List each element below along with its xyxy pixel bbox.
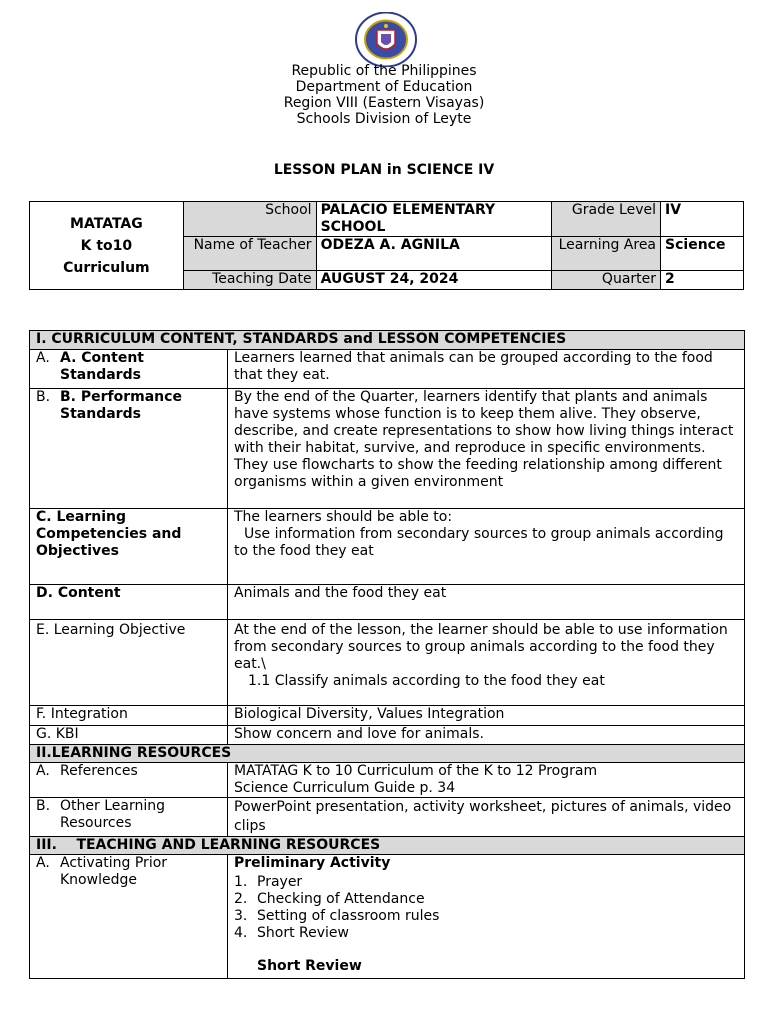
prelim-item-2-num: 2. (234, 891, 248, 907)
content-standards-label (30, 350, 228, 389)
objective-sub: 1.1 Classify animals according to the food they eat (248, 673, 605, 689)
content-label: D. Content (30, 585, 228, 620)
header-republic: Republic of the Philippines (291, 63, 477, 79)
prelim-item-4 (234, 925, 738, 942)
activating-cell (228, 855, 745, 979)
performance-standards-label (30, 389, 228, 509)
prelim-item-2 (234, 891, 738, 908)
competencies-cell (228, 509, 745, 585)
content-text: Animals and the food they eat (228, 585, 745, 620)
prelim-item-3 (234, 908, 738, 925)
teaching-date-label: Teaching Date (183, 271, 316, 290)
prelim-item-1-num: 1. (234, 874, 248, 890)
references-cell (228, 763, 745, 798)
grade-level-value: IV (661, 202, 744, 237)
competencies-intro: The learners should be able to: (234, 509, 453, 525)
prelim-item-1 (234, 874, 738, 891)
teaching-date-value: AUGUST 24, 2024 (316, 271, 552, 290)
other-resources-letter: B. (36, 798, 51, 814)
learning-area-label: Learning Area (552, 237, 661, 271)
preliminary-activity-heading: Preliminary Activity (234, 855, 391, 871)
references-letter: A. (36, 763, 50, 779)
prelim-item-2-text: Checking of Attendance (257, 891, 425, 907)
header-department: Department of Education (295, 79, 473, 95)
curriculum-line-3: Curriculum (63, 259, 150, 276)
references-line-1: MATATAG K to 10 Curriculum of the K to 12 Program (234, 763, 598, 779)
references-label-text: References (60, 763, 138, 779)
objective-cell (228, 620, 745, 706)
header-region: Region VIII (Eastern Visayas) (283, 95, 485, 111)
activating-label-text: Activating Prior Knowledge (60, 855, 168, 888)
activating-label (30, 855, 228, 979)
quarter-value: 2 (661, 271, 744, 290)
integration-text: Biological Diversity, Values Integration (228, 706, 745, 726)
header-division: Schools Division of Leyte (296, 111, 472, 127)
performance-standards-label-text: B. Performance Standards (60, 389, 182, 422)
learning-area-value: Science (661, 237, 744, 271)
references-line-2: Science Curriculum Guide p. 34 (234, 780, 456, 796)
content-standards-letter: A. (36, 350, 50, 366)
section-3-heading: III. TEACHING AND LEARNING RESOURCES (30, 837, 745, 855)
competencies-label: C. Learning Competencies and Objectives (30, 509, 228, 585)
curriculum-line-1: MATATAG (70, 215, 143, 232)
other-resources-label (30, 798, 228, 837)
content-standards-label-text: A. Content Standards (60, 350, 144, 383)
prelim-item-4-text: Short Review (257, 925, 349, 941)
school-value: PALACIO ELEMENTARY SCHOOL (316, 202, 552, 237)
prelim-item-3-num: 3. (234, 908, 248, 924)
other-resources-label-text: Other Learning Resources (60, 798, 165, 831)
content-standards-text: Learners learned that animals can be grouped according to the food that they eat. (228, 350, 745, 389)
school-label: School (183, 202, 316, 237)
activating-letter: A. (36, 855, 50, 871)
performance-standards-letter: B. (36, 389, 51, 405)
lesson-plan-table (29, 330, 745, 979)
kbi-label: G. KBI (30, 726, 228, 745)
other-resources-text: PowerPoint presentation, activity worksheet, pictures of animals, video clips (228, 798, 745, 837)
objective-text: At the end of the lesson, the learner should be able to use information from secondary sources to group animals according to the food they eat.\ (234, 622, 728, 672)
teacher-value: ODEZA A. AGNILA (316, 237, 552, 271)
curriculum-cell (30, 202, 184, 290)
references-label (30, 763, 228, 798)
integration-label: F. Integration (30, 706, 228, 726)
curriculum-line-2: K to10 (80, 237, 133, 254)
objective-label: E. Learning Objective (30, 620, 228, 706)
lesson-info-table (29, 201, 744, 290)
page-title: LESSON PLAN in SCIENCE IV (273, 162, 495, 178)
section-2-heading: II.LEARNING RESOURCES (30, 745, 745, 763)
deped-seal-logo (355, 12, 417, 67)
prelim-item-1-text: Prayer (257, 874, 303, 890)
prelim-item-3-text: Setting of classroom rules (257, 908, 440, 924)
quarter-label: Quarter (552, 271, 661, 290)
performance-standards-text: By the end of the Quarter, learners identify that plants and animals have systems whose function is to keep them alive. They observe, describe, and create representations to show how living things interact with their habitat, survive, and reproduce in specific environments. They use flowcharts to show the feeding relationship among different organisms within a given environment (228, 389, 745, 509)
competencies-text: Use information from secondary sources to group animals according to the food they eat (234, 526, 724, 559)
teacher-label: Name of Teacher (183, 237, 316, 271)
grade-level-label: Grade Level (552, 202, 661, 237)
short-review-heading: Short Review (257, 958, 362, 974)
prelim-item-4-num: 4. (234, 925, 248, 941)
section-1-heading: I. CURRICULUM CONTENT, STANDARDS and LESSON COMPETENCIES (30, 331, 745, 350)
kbi-text: Show concern and love for animals. (228, 726, 745, 745)
